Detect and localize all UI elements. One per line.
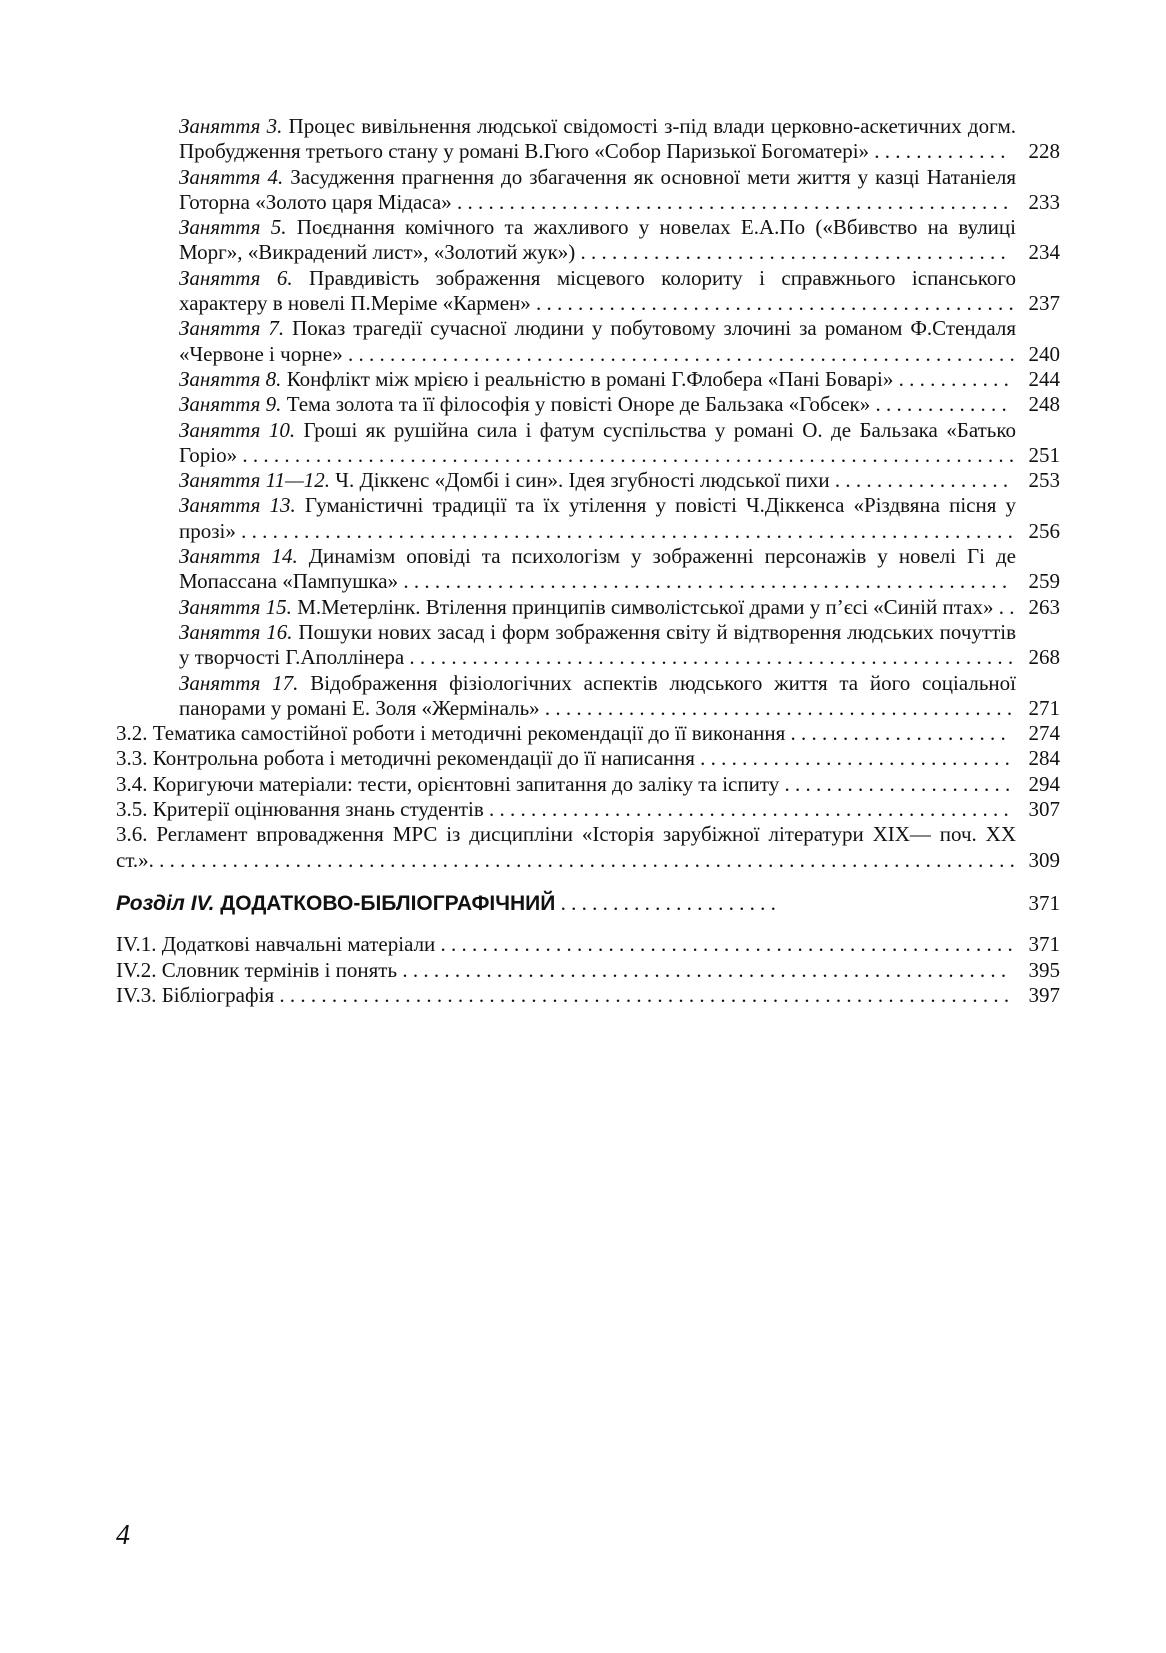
toc-entry-title: Гроші як рушійна сила і фатум суспільства у романі О. де Бальзака «Батько Горіо» [179, 417, 1016, 467]
toc-entry-text [179, 215, 1016, 266]
toc-appendix-title: IV.2. Словник термінів і понять [116, 957, 398, 982]
toc-section-label: Розділ IV. [116, 891, 215, 915]
toc-entry-text [116, 797, 1016, 822]
toc-entry [116, 620, 1060, 671]
toc-entry-title: Показ трагедії сучасної людини у побутовому злочині за романом Ф.Стендаля «Червоне і чорне» [179, 316, 1016, 366]
toc-entry [116, 797, 1060, 822]
toc-entry [116, 392, 1060, 417]
dot-leader: . . . . . . . . . . . . . . . . . . . . . . . . . . . . . . . . . . . . . . . . . . . . . . . . . . . . . . . . . . . . . . . . [342, 341, 1015, 366]
toc-page-number: 284 [1028, 746, 1060, 771]
toc-entry [116, 418, 1060, 469]
page-number: 4 [116, 1520, 130, 1551]
toc-page-number: 371 [1028, 932, 1060, 957]
toc-appendix-entry [116, 958, 1060, 983]
toc-page-number: 244 [1028, 366, 1060, 391]
toc-entry-text [116, 822, 1016, 873]
toc-entry [116, 266, 1060, 317]
toc-page-number: 371 [1028, 890, 1060, 915]
toc-entry-label: Заняття 3. [179, 114, 283, 138]
toc-section-text [116, 891, 1016, 916]
dot-leader: . . . . . . . . . . . . . . . . . . . . . . . . . . . . . . [694, 746, 1010, 771]
dot-leader: . . . . . . . . . . . . . . . . . . . . . . . . . . . . . . . . . . . . . . . . . . . . . . . . . . . . . . . . . . . . . . . . . . . . . . . . . . [237, 442, 1015, 467]
toc-entry-text [179, 595, 1016, 620]
dot-leader: . . . . . . . . . . . . . . . . . . . . . . . . . . . . . . . . . . . . . . . . . . . . . . . . . . . . . . . . . . [397, 957, 1007, 982]
toc-entry-title: Процес вивільнення людської свідомості з-під влади церковно-аскетичних догм. Пробудження третього стану у романі В.Гюго «Собор Паризької Богоматері» [179, 114, 1016, 164]
toc-entry-text [179, 392, 1016, 417]
toc-entry-label: Заняття 10. [179, 417, 296, 442]
toc-page-number: 240 [1028, 341, 1060, 366]
toc-appendix-text [116, 958, 1016, 983]
toc-entry-label: Заняття 8. [179, 366, 282, 391]
toc-page-number: 237 [1028, 291, 1060, 316]
dot-leader: . . . . . . . . . . . . . . . . . . . . . . [779, 771, 1011, 796]
dot-leader: . . . . . . . . . . . . . . . . . . . . . . . . . . . . . . . . . . . . . . . . . . . . . . . . . . . . . . . . . . [398, 569, 1008, 594]
toc-entry-title: Поєднання комічного та жахливого у новелах Е.А.По («Вбивство на вулиці Морг», «Викрадений лист», «Золотий жук») [179, 215, 1016, 265]
toc-entry-text [179, 165, 1016, 216]
dot-leader: . . . . . . . . . . . . . . . . . . . . . [785, 721, 1006, 746]
toc-entry-title: Пошуки нових засад і форм зображення світу й відтворення людських почуттів у творчості Г.Аполлінера [179, 619, 1016, 670]
toc-entry-text [116, 772, 1016, 797]
toc-page-number: 395 [1028, 957, 1060, 982]
dot-leader: . . . . . . . . . . . . . . . . . . . . . . . . . . . . . . . . . . . . . . . . . . . . . . . . . . . . . . . . . . [404, 645, 1014, 670]
toc-page-number: 253 [1028, 468, 1060, 493]
toc-entry-title: Правдивість зображення місцевого колориту і справжнього іспанського характеру в новелі П.Меріме «Кармен» [179, 265, 1016, 316]
toc-entry-text [179, 114, 1016, 165]
dot-leader: . . . . . . . . . . . . . . . . . . . . . . . . . . . . . . . . . . . . . . . . . . . . . . . . . . . . . . . [435, 932, 1013, 957]
dot-leader: . . . . . . . . . . . . . . . . . . . . . . . . . . . . . . . . . . . . . . . . . [575, 240, 1006, 265]
toc-page-number: 271 [1028, 695, 1060, 720]
toc-entry-title: Конфлікт між мрією і реальністю в романі Г.Флобера «Пані Боварі» [281, 366, 894, 391]
toc-entry-text [179, 316, 1016, 367]
dot-leader: . . . . . . . . . . . . . . . . . . . . . . . . . . . . . . . . . . . . . . . . . . . . . . . . . . . . . . . . . . . . . . . . . . . . . . . . . . . . . . . . . . [153, 847, 1015, 872]
dot-leader: . . . . . . . . . . . . . . . . . . . . . . . . . . . . . . . . . . . . . . . . . . . . . [539, 695, 1013, 720]
toc-section-heading [116, 891, 1060, 916]
toc-entry-title: 3.2. Тематика самостійної роботи і методичні рекомендації до її виконання [116, 721, 786, 746]
toc-entry [116, 367, 1060, 392]
toc-entry-text [116, 746, 1016, 771]
toc-entry-title: 3.4. Коригуючи матеріали: тести, орієнтовні запитання до заліку та іспиту [116, 771, 780, 796]
toc-entry-label: Заняття 4. [179, 164, 284, 189]
toc-page-number: 307 [1028, 797, 1060, 822]
toc-entry [116, 468, 1060, 493]
toc-appendix-entry [116, 983, 1060, 1008]
toc-page-number: 256 [1028, 518, 1060, 543]
dot-leader: . . . . . . . . . . . . . . . . . . . . . . . . . . . . . . . . . . . . . . . . . . . . . . . . . . . . . . . . . . . . . . . . . . . . . . . . . . [235, 518, 1013, 543]
toc-entries [116, 114, 1060, 873]
toc-entry-text [179, 418, 1016, 469]
toc-entry [116, 671, 1060, 722]
dot-leader: . . . . . . . . . . . . . . . . . [829, 468, 1009, 493]
toc-appendix-title: IV.1. Додаткові навчальні матеріали [116, 932, 436, 957]
toc-entry-title: Засудження прагнення до збагачення як основної мети життя у казці Натаніеля Готорна «Золото царя Мідаса» [179, 164, 1016, 214]
toc-entry-label: Заняття 16. [179, 619, 293, 644]
toc-page-number: 233 [1028, 189, 1060, 214]
toc-entry-title: Відображення фізіологічних аспектів людського життя та його соціальної панорами у романі Е. Золя «Жерміналь» [179, 670, 1016, 720]
toc-entry-label: Заняття 13. [179, 493, 296, 518]
toc-page-number: 248 [1028, 392, 1060, 417]
toc-entry [116, 772, 1060, 797]
toc-entry [116, 165, 1060, 216]
toc-entry-label: Заняття 17. [179, 670, 299, 695]
toc-entry [116, 544, 1060, 595]
toc-entry-text [179, 671, 1016, 722]
toc-entry-title: Гуманістичні традиції та їх утілення у повісті Ч.Діккенса «Різдвяна пісня у прозі» [179, 493, 1016, 543]
toc-entry-label: Заняття 11—12. [179, 468, 331, 493]
toc-appendix [116, 932, 1060, 1008]
table-of-contents [116, 114, 1060, 1008]
toc-entry-label: Заняття 15. [179, 594, 292, 619]
toc-appendix-title: IV.3. Бібліографія [116, 982, 275, 1007]
dot-leader: . . . . . . . . . . . . . . . . . . . . . . . . . . . . . . . . . . . . . . . . . . . . . . . . . . . . . [451, 189, 1009, 214]
toc-appendix-entry [116, 932, 1060, 957]
toc-entry-label: Заняття 9. [179, 392, 282, 417]
dot-leader: . . . . . . . . . . . . . [869, 139, 1006, 164]
toc-entry-text [179, 544, 1016, 595]
toc-entry-title: Ч. Діккенс «Домбі і син». Ідея згубності людської пихи [330, 468, 830, 493]
toc-entry-title: Тема золота та її філософія у повісті Оноре де Бальзака «Гобсек» [281, 392, 871, 417]
toc-page-number: 228 [1028, 139, 1060, 164]
toc-entry-title: 3.6. Регламент впровадження МРС із дисципліни «Історія зарубіжної літератури XIX— поч. XX ст.». [116, 822, 1016, 872]
toc-entry-title: Динамізм оповіді та психологізм у зображенні персонажів у новелі Гі де Мопассана «Пампушка» [179, 544, 1016, 594]
toc-entry-title: 3.3. Контрольна робота і методичні рекомендації до її написання [116, 746, 695, 771]
toc-entry-title: М.Метерлінк. Втілення принципів символістської драми у п’єсі «Синій птах» [291, 594, 994, 619]
toc-entry-label: Заняття 14. [179, 544, 298, 569]
toc-page-number: 259 [1028, 569, 1060, 594]
toc-appendix-text [116, 932, 1016, 957]
toc-page-number: 251 [1028, 442, 1060, 467]
dot-leader: . . . . . . . . . . . . . . . . . . . . . [555, 890, 776, 915]
toc-entry [116, 493, 1060, 544]
toc-entry [116, 746, 1060, 771]
toc-section-title: ДОДАТКОВО-БІБЛІОГРАФІЧНИЙ [214, 891, 556, 915]
toc-entry-text [179, 493, 1016, 544]
toc-page-number: 234 [1028, 240, 1060, 265]
toc-entry [116, 316, 1060, 367]
dot-leader: . . . . . . . . . . . . . . . . . . . . . . . . . . . . . . . . . . . . . . . . . . . . . . . . . . . . . . . . . . . . . . . . . . . . . . [274, 982, 1010, 1007]
toc-entry-text [179, 367, 1016, 392]
toc-entry-label: Заняття 5. [179, 215, 287, 240]
toc-entry [116, 114, 1060, 165]
toc-page-number: 268 [1028, 645, 1060, 670]
toc-entry [116, 822, 1060, 873]
toc-appendix-text [116, 983, 1016, 1008]
toc-entry [116, 595, 1060, 620]
toc-page-number: 263 [1028, 594, 1060, 619]
toc-entry-label: Заняття 6. [179, 265, 293, 290]
toc-entry-text [116, 721, 1016, 746]
toc-entry-text [179, 468, 1016, 493]
toc-page-number: 274 [1028, 721, 1060, 746]
dot-leader: . . . . . . . . . . . [893, 366, 1009, 391]
toc-entry-text [179, 620, 1016, 671]
toc-entry-label: Заняття 7. [179, 316, 285, 341]
dot-leader: . . [993, 594, 1015, 619]
toc-entry [116, 721, 1060, 746]
toc-entry-title: 3.5. Критерії оцінювання знань студентів [116, 797, 484, 822]
dot-leader: . . . . . . . . . . . . . [870, 392, 1007, 417]
dot-leader: . . . . . . . . . . . . . . . . . . . . . . . . . . . . . . . . . . . . . . . . . . . . . . . . . . [483, 797, 1009, 822]
toc-entry-text [179, 266, 1016, 317]
toc-page-number: 397 [1028, 982, 1060, 1007]
toc-entry [116, 215, 1060, 266]
toc-page-number: 294 [1028, 771, 1060, 796]
toc-page-number: 309 [1028, 847, 1060, 872]
dot-leader: . . . . . . . . . . . . . . . . . . . . . . . . . . . . . . . . . . . . . . . . . . . . . . [530, 291, 1014, 316]
